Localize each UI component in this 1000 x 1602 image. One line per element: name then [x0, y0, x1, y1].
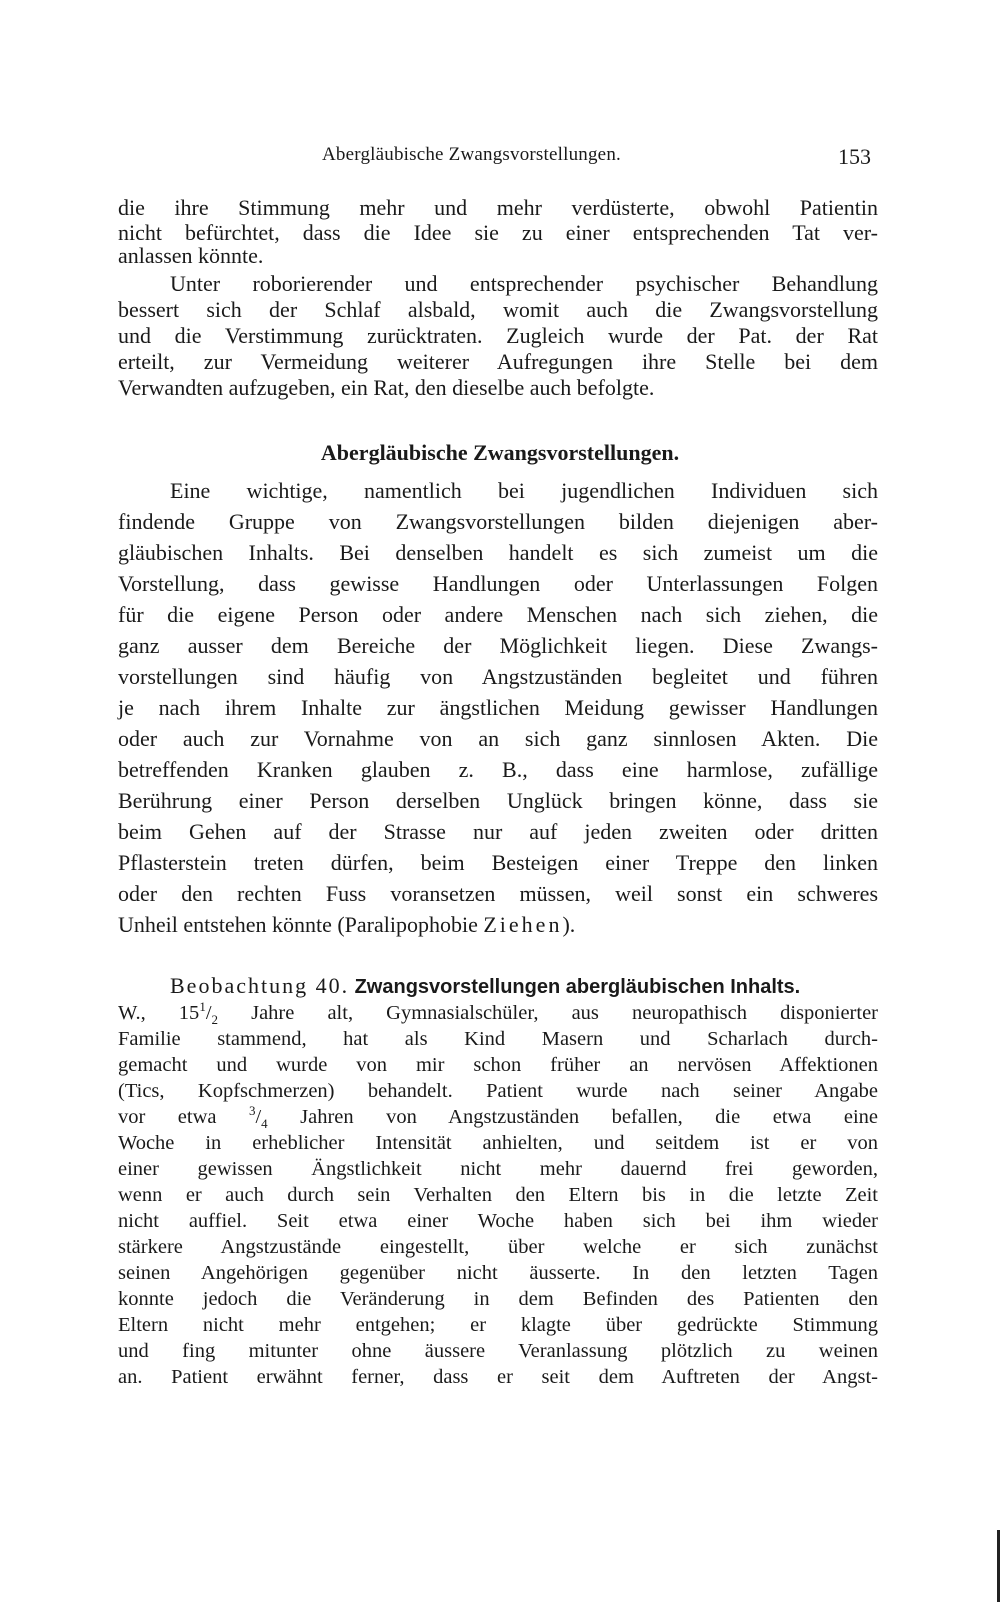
observation-title: Zwangsvorstellungen abergläubischen Inhalts. — [354, 976, 801, 998]
text-line: bessert sich der Schlaf alsbald, womit auch die Zwangsvorstellung — [118, 297, 878, 322]
text-line: nicht befürchtet, dass die Idee sie zu einer entsprechenden Tat ver- — [118, 220, 878, 245]
text-line: wenn er auch durch sein Verhalten den Eltern bis in die letzte Zeit — [118, 1184, 878, 1206]
text-line: Verwandten aufzugeben, ein Rat, den dieselbe auch befolgte. — [118, 375, 655, 400]
text-line: stärkere Angstzustände eingestellt, über welche er sich zunächst — [118, 1236, 878, 1258]
running-title: Abergläubische Zwangsvorstellungen. — [322, 144, 621, 165]
page-number: 153 — [838, 144, 871, 169]
text-line: gläubischen Inhalts. Bei denselben handelt es sich zumeist um die — [118, 540, 878, 565]
observation-heading-line — [118, 970, 878, 1001]
text-line: an. Patient erwähnt ferner, dass er seit dem Auftreten der Angst- — [118, 1366, 878, 1388]
text-line: die ihre Stimmung mehr und mehr verdüsterte, obwohl Patientin — [118, 195, 878, 220]
text-line: anlassen könnte. — [118, 243, 264, 268]
text-line: betreffenden Kranken glauben z. B., dass eine harmlose, zufällige — [118, 757, 878, 782]
text-line: beim Gehen auf der Strasse nur auf jeden zweiten oder dritten — [118, 819, 878, 844]
observation-label: Beobachtung 40. — [170, 973, 350, 998]
text-line: vorstellungen sind häufig von Angstzuständen begleitet und führen — [118, 664, 878, 689]
text-line: Berührung einer Person derselben Unglück bringen könne, dass sie — [118, 788, 878, 813]
paragraph-superstitious — [118, 475, 878, 940]
text-line: (Tics, Kopfschmerzen) behandelt. Patient wurde nach seiner Angabe — [118, 1080, 878, 1102]
text-line: Familie stammend, hat als Kind Masern und Scharlach durch- — [118, 1028, 878, 1050]
text-line: seinen Angehörigen gegenüber nicht äusserte. In den letzten Tagen — [118, 1262, 878, 1284]
observation-body — [118, 1000, 878, 1390]
text-line: je nach ihrem Inhalte zur ängstlichen Meidung gewisser Handlungen — [118, 695, 878, 720]
text-line: W., $15^1/_2$ Jahre alt, Gymnasialschüler, aus neuropathisch disponierter — [118, 999, 878, 1028]
text-line: Pflasterstein treten dürfen, beim Besteigen einer Treppe den linken — [118, 850, 878, 875]
text-line: erteilt, zur Vermeidung weiterer Aufregungen ihre Stelle bei dem — [118, 349, 878, 374]
section-heading: Abergläubische Zwangsvorstellungen. — [320, 440, 680, 465]
text-line: konnte jedoch die Veränderung in dem Befinden des Patienten den — [118, 1288, 878, 1310]
text-line: Unter roborierender und entsprechender psychischer Behandlung — [170, 271, 878, 296]
text-line: vor etwa $^3/_4$ Jahren von Angstzuständen befallen, die etwa eine — [118, 1103, 878, 1132]
text-line: gemacht und wurde von mir schon früher an nervösen Affektionen — [118, 1054, 878, 1076]
text-line: Vorstellung, dass gewisse Handlungen oder Unterlassungen Folgen — [118, 571, 878, 596]
paragraph-treatment — [118, 268, 878, 403]
text-line: oder den rechten Fuss voransetzen müssen, weil sonst ein schweres — [118, 881, 878, 906]
text-line: oder auch zur Vornahme von an sich ganz sinnlosen Akten. Die — [118, 726, 878, 751]
paragraph-continuation — [118, 192, 878, 271]
text-line: einer gewissen Ängstlichkeit nicht mehr dauernd frei geworden, — [118, 1158, 878, 1180]
text-line: ganz ausser dem Bereiche der Möglichkeit liegen. Diese Zwangs- — [118, 633, 878, 658]
text-line: und fing mitunter ohne äussere Veranlassung plötzlich zu weinen — [118, 1340, 878, 1362]
text-line: und die Verstimmung zurücktraten. Zugleich wurde der Pat. der Rat — [118, 323, 878, 348]
text-line: Woche in erheblicher Intensität anhielten, und seitdem ist er von — [118, 1132, 878, 1154]
author-name: Ziehen — [483, 912, 563, 937]
text-line: Unheil entstehen könnte (Paralipophobie Ziehen). — [118, 912, 576, 937]
text-line: Eltern nicht mehr entgehen; er klagte über gedrückte Stimmung — [118, 1314, 878, 1336]
text-line: Eine wichtige, namentlich bei jugendlichen Individuen sich — [170, 478, 878, 503]
text-line: für die eigene Person oder andere Menschen nach sich ziehen, die — [118, 602, 878, 627]
text-line: findende Gruppe von Zwangsvorstellungen bilden diejenigen aber- — [118, 509, 878, 534]
text-line: nicht auffiel. Seit etwa einer Woche haben sich bei ihm wieder — [118, 1210, 878, 1232]
